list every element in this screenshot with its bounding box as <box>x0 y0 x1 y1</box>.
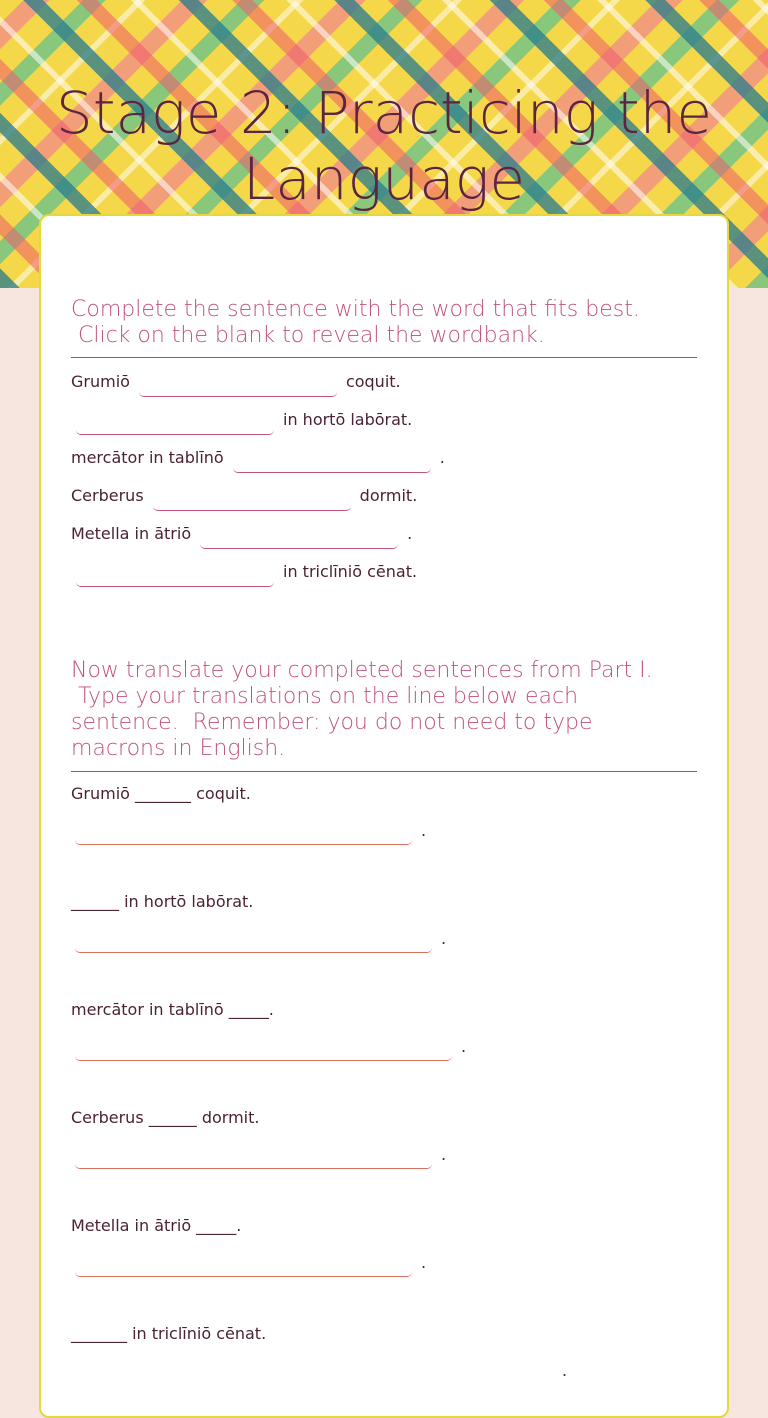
fill-sentence-4 <box>71 481 417 511</box>
sentence-text-after: coquit. <box>345 372 401 391</box>
part2-instructions <box>71 658 653 762</box>
fill-sentence-6 <box>71 557 417 587</box>
wordbank-blank[interactable] <box>200 524 398 549</box>
wordbank-blank[interactable] <box>76 562 274 587</box>
wordbank-blank[interactable] <box>233 448 431 473</box>
line-end-period: . <box>441 1145 447 1164</box>
sentence-text-after: in hortō labōrat. <box>283 410 413 429</box>
translation-input-3[interactable] <box>75 1038 452 1061</box>
wordbank-blank[interactable] <box>76 410 274 435</box>
translation-input-1[interactable] <box>75 822 412 845</box>
sentence-text-after: in triclīniō cēnat. <box>283 562 418 581</box>
part2-instruction-line: Now translate your completed sentences from Part I. <box>71 658 653 683</box>
page-title: Stage 2: Practicing the Language <box>55 79 713 213</box>
translate-sentence-2: ______ in hortō labōrat. <box>71 892 254 911</box>
line-end-period: . <box>421 1253 427 1272</box>
translation-input-5[interactable] <box>75 1254 412 1277</box>
part1-instruction-line: Click on the blank to reveal the wordbank. <box>71 323 545 348</box>
line-end-period: . <box>421 821 427 840</box>
part1-instructions <box>71 297 640 349</box>
translate-sentence-5: Metella in ātriō _____. <box>71 1216 242 1235</box>
line-end-period: . <box>562 1361 568 1380</box>
translate-sentence-6: _______ in triclīniō cēnat. <box>71 1324 267 1343</box>
sentence-text-before: Metella in ātriō <box>71 524 192 543</box>
fill-sentence-2 <box>71 405 412 435</box>
part2-instruction-line: Type your translations on the line below each <box>71 684 579 709</box>
line-end-period: . <box>461 1037 467 1056</box>
part2-instruction-line: macrons in English. <box>71 736 286 761</box>
line-end-period: . <box>441 929 447 948</box>
translation-input-2[interactable] <box>75 930 432 953</box>
sentence-text-before: mercātor in tablīnō <box>71 448 224 467</box>
sentence-text-before: Cerberus <box>71 486 144 505</box>
fill-sentence-3 <box>71 443 445 473</box>
part2-divider <box>71 771 697 772</box>
translate-sentence-1: Grumiō _______ coquit. <box>71 784 251 803</box>
part1-instruction-line: Complete the sentence with the word that fits best. <box>71 297 640 322</box>
sentence-text-after: . <box>407 524 413 543</box>
fill-sentence-1 <box>71 367 401 397</box>
translate-sentence-3: mercātor in tablīnō _____. <box>71 1000 274 1019</box>
translate-sentence-4: Cerberus ______ dormit. <box>71 1108 260 1127</box>
wordbank-blank[interactable] <box>139 372 337 397</box>
sentence-text-after: . <box>439 448 445 467</box>
sentence-text-after: dormit. <box>359 486 418 505</box>
wordbank-blank[interactable] <box>153 486 351 511</box>
part2-instruction-line: sentence. Remember: you do not need to type <box>71 710 593 735</box>
part1-divider <box>71 357 697 358</box>
sentence-text-before: Grumiō <box>71 372 130 391</box>
fill-sentence-5 <box>71 519 412 549</box>
translation-input-4[interactable] <box>75 1146 432 1169</box>
